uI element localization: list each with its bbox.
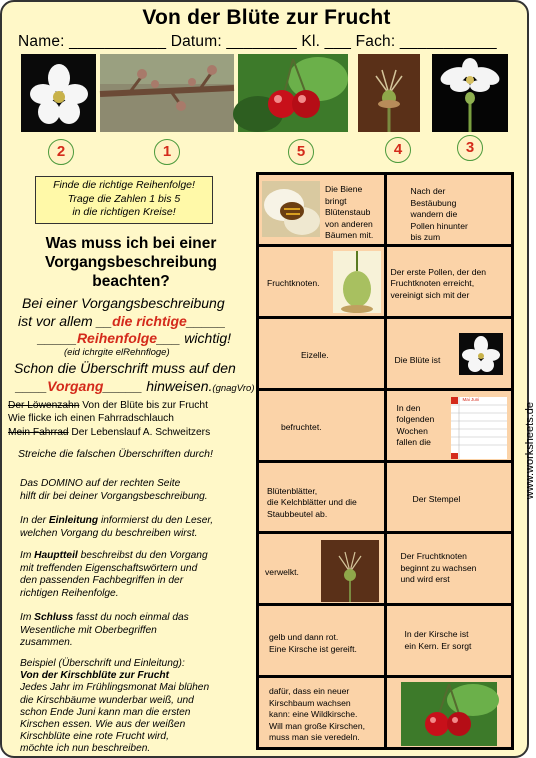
cloze-line: Schon die Überschrift muss auf den [14, 360, 236, 376]
branch-buds-photo [100, 54, 234, 132]
domino-text: Eizelle. [301, 349, 329, 360]
heading-option[interactable]: Wie flicke ich einen Fahrradschlauch [8, 413, 174, 424]
answer-text: Reihenfolge [76, 330, 158, 346]
domino-text: Der Fruchtknoten beginnt zu wachsen und wird erst [400, 551, 477, 585]
domino-cell [387, 606, 512, 675]
domino-cell [387, 678, 512, 747]
cloze-line: ____Vorgang_____ hinweisen.(gnagVro) [16, 378, 255, 394]
domino-cell [387, 463, 512, 532]
example-text: Beispiel (Überschrift und Einleitung): Von der Kirschblüte zur Frucht Jedes Jahr im Frühlingsmonat Mai blühen die Kirschbäume wunderbar weiß, und schon Ende Juni kann man die ersten Kirschen essen. Wie aus der weißen Kirschblüte eine rote Frucht wird, möchte ich nun beschreiben. [20, 658, 210, 755]
domino-text: Nach der Bestäubung wandern die Pollen hinunter bis zum [410, 186, 468, 242]
domino-cell [387, 391, 512, 460]
answer-text: die richtige [112, 313, 187, 329]
wilted-flower-photo [358, 54, 420, 132]
domino-text: dafür, dass ein neuer Kirschbaum wachsen kann: eine Wildkirsche. Will man große Kirschen, muss man sie veredeln. [269, 686, 365, 743]
domino-text: Die Blüte ist [394, 354, 441, 365]
domino-grid [256, 172, 514, 750]
instruction-box [35, 176, 213, 224]
domino-text: gelb und dann rot. Eine Kirsche ist gereift. [269, 632, 357, 654]
bee-photo [262, 181, 320, 237]
main-explanation: Im Hauptteil beschreibst du den Vorgang mit treffenden Eigenschaftswörtern und den passenden Fachbegriffen in der richtigen Reihenfolge. [20, 550, 208, 599]
answer-text: Vorgang [47, 378, 104, 394]
domino-text: Fruchtknoten. [267, 277, 320, 288]
heading-option[interactable]: Der Löwenzahn Von der Blüte bis zur Frucht [8, 400, 208, 411]
domino-text: In den folgenden Wochen fallen die [396, 402, 435, 448]
number-circle[interactable]: 5 [288, 139, 314, 165]
heading-option[interactable]: Mein Fahrrad Der Lebenslauf A. Schweitzers [8, 427, 211, 438]
instruction-line: Trage die Zahlen 1 bis 5 [67, 192, 181, 205]
instruction-line: Finde die richtige Reihenfolge! [53, 179, 195, 191]
domino-cell [259, 606, 384, 675]
number-circle[interactable]: 2 [48, 139, 74, 165]
blossom-small-photo [459, 333, 503, 375]
domino-cell [259, 463, 384, 532]
hint-text: (eid ichrgite elRehnfloge) [64, 347, 170, 358]
wilted-flower-small-photo [321, 540, 379, 602]
question-heading [16, 234, 246, 291]
cherries-small-photo [401, 682, 497, 746]
domino-text: Der Stempel [412, 493, 461, 504]
strike-instruction: Streiche die falschen Überschriften durch! [18, 448, 213, 460]
domino-cell [259, 175, 384, 244]
question-line: Was muss ich bei einer [45, 235, 217, 252]
domino-text: verwelkt. [265, 567, 299, 578]
question-line: Vorgangsbeschreibung [45, 254, 217, 271]
page-title: Von der Blüte zur Frucht [142, 6, 391, 29]
cloze-line: ist vor allem __die richtige_____ [18, 313, 226, 329]
calendar-icon [451, 397, 507, 459]
end-explanation: Im Schluss fasst du noch einmal das Wesentliche mit Oberbegriffen zusammen. [20, 612, 189, 648]
cloze-line: Bei einer Vorgangsbeschreibung [22, 295, 225, 311]
white-flower-photo [432, 54, 508, 132]
domino-cell [259, 247, 384, 316]
intro-explanation: In der Einleitung informierst du den Leser, welchen Vorgang du beschreiben wirst. [20, 515, 214, 539]
instruction-line: in die richtigen Kreise! [72, 206, 176, 218]
number-circle[interactable]: 4 [385, 137, 411, 163]
domino-cell [387, 175, 512, 244]
domino-cell [387, 319, 512, 388]
domino-hint: Das DOMINO auf der rechten Seite hilft dir bei deiner Vorgangsbeschreibung. [20, 478, 208, 502]
domino-text: Die Biene bringt Blütenstaub von anderen Bäumen mit. [325, 184, 374, 240]
domino-cell [259, 678, 384, 747]
cloze-line: _____Reihenfolge___ wichtig! [38, 330, 231, 346]
ripe-cherries-photo [238, 54, 348, 132]
form-line[interactable]: Name: ___________ Datum: ________ Kl. ___ Fach: ___________ [18, 33, 497, 50]
domino-cell [259, 391, 384, 460]
calendar-label: Mai Juni [462, 396, 480, 402]
white-blossom-photo [21, 54, 96, 132]
domino-cell [259, 319, 384, 388]
domino-cell [387, 534, 512, 603]
fruit-node-photo [333, 251, 381, 313]
question-line: beachten? [92, 273, 170, 290]
website-label: www.worksheets.de [524, 402, 536, 500]
domino-cell [259, 534, 384, 603]
domino-text: Blütenblätter, die Kelchblätter und die Staubbeutel ab. [267, 485, 357, 519]
number-circle[interactable]: 1 [154, 139, 180, 165]
number-circle[interactable]: 3 [457, 135, 483, 161]
domino-text: befruchtet. [281, 421, 322, 432]
domino-cell [387, 247, 512, 316]
domino-text: In der Kirsche ist ein Kern. Er sorgt [404, 629, 472, 651]
domino-text: Der erste Pollen, der den Fruchtknoten erreicht, vereinigt sich mit der [390, 266, 487, 300]
